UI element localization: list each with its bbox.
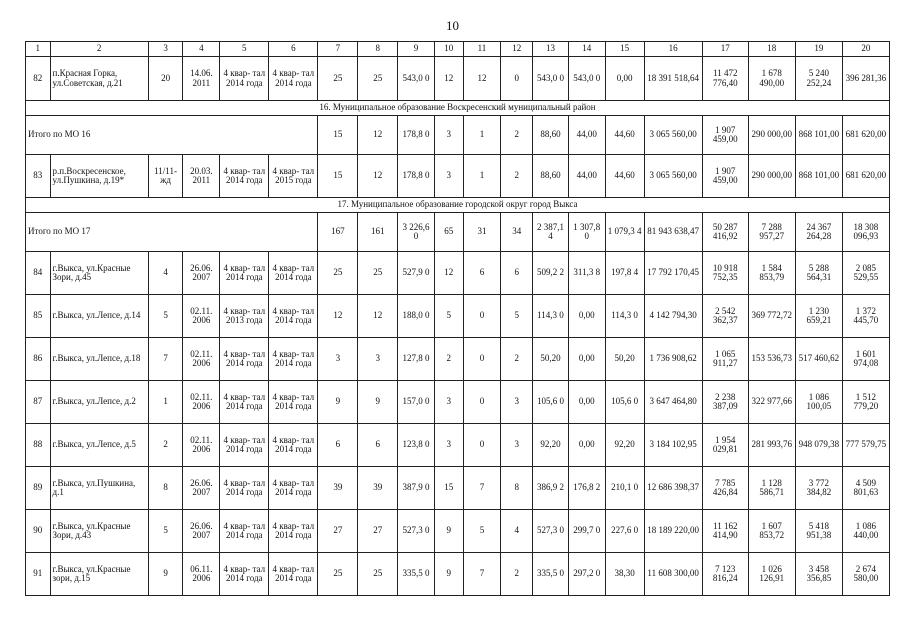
table-cell: 1 907 459,00 xyxy=(702,116,748,155)
table-cell: 868 101,00 xyxy=(795,116,842,155)
table-row xyxy=(26,510,890,553)
table-cell: 197,8 4 xyxy=(605,252,644,295)
table-cell: 290 000,00 xyxy=(748,116,795,155)
table-cell: 50,20 xyxy=(605,338,644,381)
table-cell: 311,3 8 xyxy=(568,252,605,295)
table-cell: 396 281,36 xyxy=(842,57,889,101)
table-cell: г.Выкса, ул.Красные зори, д.15 xyxy=(50,553,148,596)
table-cell: 1 079,3 4 xyxy=(605,213,644,252)
table-cell: 3 184 102,95 xyxy=(644,424,702,467)
table-cell: 948 079,38 xyxy=(795,424,842,467)
table-cell: 88,60 xyxy=(533,155,569,198)
table-cell: г.Выкса, ул.Лепсе, д.18 xyxy=(50,338,148,381)
table-cell: 127,8 0 xyxy=(398,338,435,381)
table-cell: 3 xyxy=(434,155,463,198)
table-cell: 92,20 xyxy=(605,424,644,467)
table-cell: 44,60 xyxy=(605,155,644,198)
table-cell: 5 xyxy=(463,510,501,553)
table-cell: 87 xyxy=(26,381,51,424)
table-cell: 4 квар- тал 2014 года xyxy=(269,467,318,510)
table-cell: 3 xyxy=(434,381,463,424)
table-cell: 0,00 xyxy=(568,338,605,381)
table-cell: 299,7 0 xyxy=(568,510,605,553)
table-cell: г.Выкса, ул.Красные Зори, д.43 xyxy=(50,510,148,553)
table-cell: 0 xyxy=(501,57,533,101)
table-cell: г.Выкса, ул.Лепсе, д.14 xyxy=(50,295,148,338)
table-cell: 9 xyxy=(318,381,358,424)
table-cell: 3 458 356,85 xyxy=(795,553,842,596)
table-cell: 1 xyxy=(148,381,183,424)
table-cell: 8 xyxy=(148,467,183,510)
table-cell: 153 536,73 xyxy=(748,338,795,381)
table-cell: 227,6 0 xyxy=(605,510,644,553)
table-cell: 114,3 0 xyxy=(533,295,569,338)
table-cell: 3 647 464,80 xyxy=(644,381,702,424)
table-cell: 1 678 490,00 xyxy=(748,57,795,101)
table-cell: 509,2 2 xyxy=(533,252,569,295)
table-cell: 369 772,72 xyxy=(748,295,795,338)
table-cell: 5 xyxy=(148,510,183,553)
table-cell: 12 xyxy=(463,57,501,101)
table-cell: 7 xyxy=(463,467,501,510)
table-cell: 1 xyxy=(463,116,501,155)
table-cell: 50,20 xyxy=(533,338,569,381)
table-cell: 4 квар- тал 2014 года xyxy=(220,155,269,198)
table-cell: 0,00 xyxy=(568,295,605,338)
table-cell: 0,00 xyxy=(568,381,605,424)
table-cell: 0 xyxy=(463,381,501,424)
table-cell: 4 квар- тал 2014 года xyxy=(269,553,318,596)
table-cell: 27 xyxy=(318,510,358,553)
table-cell: 4 квар- тал 2014 года xyxy=(220,252,269,295)
table-cell: 7 xyxy=(318,42,358,57)
table-cell: 4 квар- тал 2014 года xyxy=(269,252,318,295)
total-row xyxy=(26,116,890,155)
table-cell: 6 xyxy=(463,252,501,295)
table-cell: 17. Муниципальное образование городской округ город Выкса xyxy=(26,198,890,213)
table-row xyxy=(26,295,890,338)
table-cell: 210,1 0 xyxy=(605,467,644,510)
table-cell: г.Выкса, ул.Лепсе, д.5 xyxy=(50,424,148,467)
table-cell: 02.11. 2006 xyxy=(183,295,220,338)
table-cell: 88,60 xyxy=(533,116,569,155)
table-cell: 85 xyxy=(26,295,51,338)
table-cell: 543,0 0 xyxy=(568,57,605,101)
section-heading-row xyxy=(26,198,890,213)
table-cell: 2 xyxy=(501,155,533,198)
table-cell: г.Выкса, ул.Пушкина, д.1 xyxy=(50,467,148,510)
table-cell: 5 288 564,31 xyxy=(795,252,842,295)
table-cell: 8 xyxy=(358,42,398,57)
table-cell: 1 736 908,62 xyxy=(644,338,702,381)
table-cell: 0,00 xyxy=(605,57,644,101)
table-cell: 9 xyxy=(434,510,463,553)
table-cell: 517 460,62 xyxy=(795,338,842,381)
table-cell: 4 квар- тал 2014 года xyxy=(220,57,269,101)
table-cell: 92,20 xyxy=(533,424,569,467)
table-cell: 1 907 459,00 xyxy=(702,155,748,198)
table-cell: 2 674 580,00 xyxy=(842,553,889,596)
table-cell: 13 xyxy=(533,42,569,57)
table-cell: 20 xyxy=(842,42,889,57)
table-cell: 1 086 100,05 xyxy=(795,381,842,424)
table-cell: 297,2 0 xyxy=(568,553,605,596)
table-cell: 1 128 586,71 xyxy=(748,467,795,510)
table-cell: 24 367 264,28 xyxy=(795,213,842,252)
table-cell: 2 xyxy=(50,42,148,57)
table-cell: 322 977,66 xyxy=(748,381,795,424)
table-cell: 290 000,00 xyxy=(748,155,795,198)
table-cell: 02.11. 2006 xyxy=(183,338,220,381)
table-cell: 18 391 518,64 xyxy=(644,57,702,101)
table-cell: 2 542 362,37 xyxy=(702,295,748,338)
table-cell: 2 238 387,09 xyxy=(702,381,748,424)
table-cell: 3 065 560,00 xyxy=(644,116,702,155)
table-cell: 4 квар- тал 2014 года xyxy=(220,510,269,553)
table-cell: 387,9 0 xyxy=(398,467,435,510)
table-cell: 15 xyxy=(434,467,463,510)
table-cell: 26.06. 2007 xyxy=(183,510,220,553)
table-cell: 86 xyxy=(26,338,51,381)
table-cell: 4 квар- тал 2014 года xyxy=(220,381,269,424)
table-cell: 27 xyxy=(358,510,398,553)
table-cell: 17 792 170,45 xyxy=(644,252,702,295)
table-cell: Итого по МО 16 xyxy=(26,116,318,155)
section-heading-row xyxy=(26,101,890,116)
table-cell: 9 xyxy=(148,553,183,596)
table-cell: 17 xyxy=(702,42,748,57)
table-cell: 105,6 0 xyxy=(605,381,644,424)
table-cell: 11 472 776,40 xyxy=(702,57,748,101)
table-cell: 25 xyxy=(318,252,358,295)
table-cell: 4 xyxy=(501,510,533,553)
table-cell: 5 xyxy=(501,295,533,338)
table-cell: 3 xyxy=(501,424,533,467)
table-cell: 161 xyxy=(358,213,398,252)
table-cell: 4 квар- тал 2014 года xyxy=(269,381,318,424)
table-cell: 2 387,1 4 xyxy=(533,213,569,252)
table-cell: 178,8 0 xyxy=(398,155,435,198)
table-cell: 10 xyxy=(434,42,463,57)
table-cell: 4 квар- тал 2014 года xyxy=(269,424,318,467)
table-cell: г.Выкса, ул.Красные Зори, д.45 xyxy=(50,252,148,295)
table-cell: 14.06. 2011 xyxy=(183,57,220,101)
table-cell: 50 287 416,92 xyxy=(702,213,748,252)
table-cell: 543,0 0 xyxy=(533,57,569,101)
table-cell: 4 квар- тал 2014 года xyxy=(269,295,318,338)
table-cell: 12 xyxy=(434,252,463,295)
table-cell: г.Выкса, ул.Лепсе, д.2 xyxy=(50,381,148,424)
table-cell: 2 xyxy=(501,553,533,596)
table-row xyxy=(26,553,890,596)
table-cell: 3 226,6 0 xyxy=(398,213,435,252)
table-cell: 335,5 0 xyxy=(398,553,435,596)
table-cell: 19 xyxy=(795,42,842,57)
table-cell: 4 509 801,63 xyxy=(842,467,889,510)
table-cell: 15 xyxy=(318,155,358,198)
table-row xyxy=(26,155,890,198)
table-cell: 88 xyxy=(26,424,51,467)
table-cell: 7 785 426,84 xyxy=(702,467,748,510)
table-cell: 44,60 xyxy=(605,116,644,155)
table-cell: 3 xyxy=(434,116,463,155)
table-cell: 3 xyxy=(318,338,358,381)
table-cell: 281 993,76 xyxy=(748,424,795,467)
table-cell: 386,9 2 xyxy=(533,467,569,510)
table-cell: 02.11. 2006 xyxy=(183,381,220,424)
table-cell: 83 xyxy=(26,155,51,198)
table-cell: 38,30 xyxy=(605,553,644,596)
table-cell: 4 квар- тал 2014 года xyxy=(220,424,269,467)
table-cell: 12 xyxy=(318,295,358,338)
table-cell: 4 xyxy=(148,252,183,295)
table-cell: 6 xyxy=(358,424,398,467)
table-row xyxy=(26,252,890,295)
table-cell: 1 026 126,91 xyxy=(748,553,795,596)
table-cell: 25 xyxy=(358,252,398,295)
table-cell: 3 xyxy=(434,424,463,467)
table-cell: 9 xyxy=(398,42,435,57)
table-cell: 18 308 096,93 xyxy=(842,213,889,252)
table-cell: 1 954 029,81 xyxy=(702,424,748,467)
table-cell: 25 xyxy=(358,57,398,101)
table-cell: 10 918 752,35 xyxy=(702,252,748,295)
table-cell: 4 квар- тал 2014 года xyxy=(220,467,269,510)
table-cell: 3 xyxy=(358,338,398,381)
table-cell: 681 620,00 xyxy=(842,155,889,198)
table-cell: 7 xyxy=(148,338,183,381)
table-cell: 20 xyxy=(148,57,183,101)
table-cell: 2 xyxy=(434,338,463,381)
total-row xyxy=(26,213,890,252)
table-cell: 105,6 0 xyxy=(533,381,569,424)
table-cell: 6 xyxy=(501,252,533,295)
table-cell: 543,0 0 xyxy=(398,57,435,101)
table-cell: 1 xyxy=(463,155,501,198)
table-cell: 6 xyxy=(269,42,318,57)
table-cell: 527,3 0 xyxy=(533,510,569,553)
table-cell: 681 620,00 xyxy=(842,116,889,155)
table-cell: 7 xyxy=(463,553,501,596)
table-row xyxy=(26,424,890,467)
table-cell: 12 xyxy=(501,42,533,57)
table-cell: 18 189 220,00 xyxy=(644,510,702,553)
table-cell: 7 123 816,24 xyxy=(702,553,748,596)
table-cell: 25 xyxy=(358,553,398,596)
table-cell: 123,8 0 xyxy=(398,424,435,467)
table-cell: 2 xyxy=(501,338,533,381)
table-cell: 34 xyxy=(501,213,533,252)
table-cell: 157,0 0 xyxy=(398,381,435,424)
table-cell: 5 240 252,24 xyxy=(795,57,842,101)
table-cell: Итого по МО 17 xyxy=(26,213,318,252)
table-cell: 1 307,8 0 xyxy=(568,213,605,252)
table-cell: 1 065 911,27 xyxy=(702,338,748,381)
table-cell: 2 xyxy=(148,424,183,467)
table-cell: 0 xyxy=(463,424,501,467)
table-cell: 1 601 974,08 xyxy=(842,338,889,381)
table-cell: 0,00 xyxy=(568,424,605,467)
table-cell: 5 xyxy=(220,42,269,57)
table-cell: 44,00 xyxy=(568,116,605,155)
table-cell: 25 xyxy=(318,553,358,596)
table-cell: 39 xyxy=(358,467,398,510)
table-cell: 12 xyxy=(358,295,398,338)
table-cell: 188,0 0 xyxy=(398,295,435,338)
table-cell: 2 085 529,55 xyxy=(842,252,889,295)
table-cell: 4 квар- тал 2014 года xyxy=(269,510,318,553)
table-cell: 65 xyxy=(434,213,463,252)
table-cell: 11 162 414,90 xyxy=(702,510,748,553)
table-cell: 3 772 384,82 xyxy=(795,467,842,510)
table-cell: 44,00 xyxy=(568,155,605,198)
table-cell: 16. Муниципальное образование Воскресенский муниципальный район xyxy=(26,101,890,116)
table-cell: 31 xyxy=(463,213,501,252)
table-cell: 90 xyxy=(26,510,51,553)
table-row xyxy=(26,57,890,101)
table-cell: 81 943 638,47 xyxy=(644,213,702,252)
table-header-row xyxy=(26,42,890,57)
table-cell: 15 xyxy=(605,42,644,57)
table-cell: 114,3 0 xyxy=(605,295,644,338)
page-number: 10 xyxy=(446,18,459,33)
table-cell: 5 xyxy=(434,295,463,338)
table-cell: 1 230 659,21 xyxy=(795,295,842,338)
table-cell: 11 xyxy=(463,42,501,57)
table-cell: 2 xyxy=(501,116,533,155)
table-cell: 0 xyxy=(463,338,501,381)
table-cell: 0 xyxy=(463,295,501,338)
table-cell: п.Красная Горка, ул.Советская, д.21 xyxy=(50,57,148,101)
table-cell: 15 xyxy=(318,116,358,155)
table-cell: 7 288 957,27 xyxy=(748,213,795,252)
table-cell: 3 065 560,00 xyxy=(644,155,702,198)
table-cell: 176,8 2 xyxy=(568,467,605,510)
table-cell: 4 квар- тал 2015 года xyxy=(269,155,318,198)
table-cell: 26.06. 2007 xyxy=(183,467,220,510)
table-cell: 3 xyxy=(148,42,183,57)
table-cell: 16 xyxy=(644,42,702,57)
table-cell: 4 квар- тал 2014 года xyxy=(269,338,318,381)
table-cell: 1 372 445,70 xyxy=(842,295,889,338)
table-cell: 9 xyxy=(358,381,398,424)
table-cell: 02.11. 2006 xyxy=(183,424,220,467)
table-row xyxy=(26,338,890,381)
housing-program-table xyxy=(25,41,890,596)
table-cell: 12 xyxy=(434,57,463,101)
table-cell: 9 xyxy=(434,553,463,596)
table-cell: 84 xyxy=(26,252,51,295)
table-row xyxy=(26,467,890,510)
table-cell: 1 086 440,00 xyxy=(842,510,889,553)
table-cell: 20.03. 2011 xyxy=(183,155,220,198)
table-cell: 868 101,00 xyxy=(795,155,842,198)
table-cell: 11/11- жд xyxy=(148,155,183,198)
table-cell: 527,9 0 xyxy=(398,252,435,295)
table-cell: р.п.Воскресенское, ул.Пушкина, д.19* xyxy=(50,155,148,198)
table-cell: 1 584 853,79 xyxy=(748,252,795,295)
table-cell: 1 xyxy=(26,42,51,57)
table-cell: 12 686 398,37 xyxy=(644,467,702,510)
table-cell: 335,5 0 xyxy=(533,553,569,596)
table-cell: 167 xyxy=(318,213,358,252)
table-cell: 82 xyxy=(26,57,51,101)
table-cell: 777 579,75 xyxy=(842,424,889,467)
table-cell: 1 512 779,20 xyxy=(842,381,889,424)
table-row xyxy=(26,381,890,424)
table-cell: 12 xyxy=(358,155,398,198)
table-cell: 8 xyxy=(501,467,533,510)
table-cell: 25 xyxy=(318,57,358,101)
table-cell: 89 xyxy=(26,467,51,510)
table-cell: 26.06. 2007 xyxy=(183,252,220,295)
table-cell: 1 607 853,72 xyxy=(748,510,795,553)
table-cell: 11 608 300,00 xyxy=(644,553,702,596)
table-cell: 4 xyxy=(183,42,220,57)
table-cell: 5 xyxy=(148,295,183,338)
table-cell: 06.11. 2006 xyxy=(183,553,220,596)
table-cell: 4 квар- тал 2014 года xyxy=(220,553,269,596)
table-cell: 5 418 951,38 xyxy=(795,510,842,553)
table-cell: 12 xyxy=(358,116,398,155)
table-cell: 3 xyxy=(501,381,533,424)
table-cell: 527,3 0 xyxy=(398,510,435,553)
table-cell: 39 xyxy=(318,467,358,510)
table-cell: 4 квар- тал 2014 года xyxy=(269,57,318,101)
table-cell: 14 xyxy=(568,42,605,57)
table-cell: 4 квар- тал 2014 года xyxy=(220,338,269,381)
table-cell: 18 xyxy=(748,42,795,57)
table-cell: 178,8 0 xyxy=(398,116,435,155)
table-cell: 91 xyxy=(26,553,51,596)
table-cell: 4 квар- тал 2013 года xyxy=(220,295,269,338)
table-cell: 6 xyxy=(318,424,358,467)
table-cell: 4 142 794,30 xyxy=(644,295,702,338)
